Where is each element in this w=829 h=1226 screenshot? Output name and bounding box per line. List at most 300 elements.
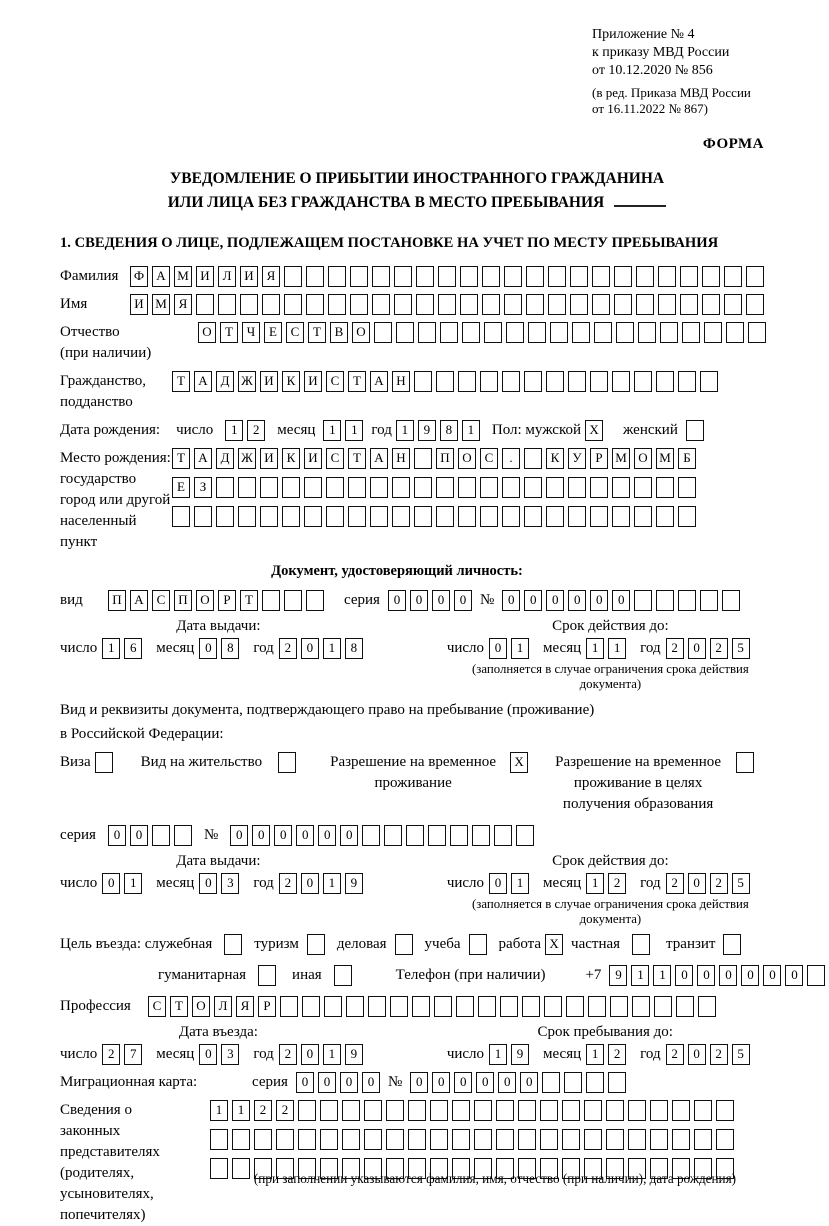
form-cell[interactable]	[694, 1129, 712, 1150]
form-cell[interactable]	[210, 1158, 228, 1179]
form-cell[interactable]: Т	[240, 590, 258, 611]
form-cell[interactable]: У	[568, 448, 586, 469]
form-cell[interactable]	[672, 1129, 690, 1150]
form-cell[interactable]	[678, 506, 696, 527]
form-cell[interactable]	[460, 266, 478, 287]
form-cell[interactable]: 0	[697, 965, 715, 986]
form-cell[interactable]	[656, 590, 674, 611]
form-cell[interactable]: 0	[498, 1072, 516, 1093]
form-cell[interactable]: X	[585, 420, 603, 441]
form-cell[interactable]: 0	[489, 638, 507, 659]
form-cell[interactable]	[320, 1129, 338, 1150]
form-cell[interactable]	[658, 266, 676, 287]
form-cell[interactable]	[628, 1100, 646, 1121]
form-cell[interactable]	[232, 1129, 250, 1150]
form-cell[interactable]	[550, 322, 568, 343]
form-cell[interactable]: 0	[318, 825, 336, 846]
form-cell[interactable]	[723, 934, 741, 955]
form-cell[interactable]: 3	[221, 873, 239, 894]
form-cell[interactable]: 1	[653, 965, 671, 986]
form-cell[interactable]	[660, 322, 678, 343]
form-cell[interactable]: А	[152, 266, 170, 287]
form-cell[interactable]	[324, 996, 342, 1017]
form-cell[interactable]	[570, 294, 588, 315]
form-cell[interactable]	[614, 294, 632, 315]
form-cell[interactable]	[348, 477, 366, 498]
form-cell[interactable]	[672, 1100, 690, 1121]
form-cell[interactable]: А	[194, 448, 212, 469]
form-cell[interactable]: 0	[410, 590, 428, 611]
form-cell[interactable]	[700, 371, 718, 392]
form-cell[interactable]	[278, 752, 296, 773]
form-cell[interactable]	[584, 1100, 602, 1121]
form-cell[interactable]: И	[130, 294, 148, 315]
form-cell[interactable]: А	[370, 448, 388, 469]
form-cell[interactable]	[592, 266, 610, 287]
form-cell[interactable]	[634, 506, 652, 527]
form-cell[interactable]: Ж	[238, 371, 256, 392]
form-cell[interactable]	[528, 322, 546, 343]
form-cell[interactable]	[406, 825, 424, 846]
form-cell[interactable]: О	[352, 322, 370, 343]
form-cell[interactable]: З	[194, 477, 212, 498]
form-cell[interactable]: 0	[252, 825, 270, 846]
form-cell[interactable]	[568, 506, 586, 527]
form-cell[interactable]	[656, 477, 674, 498]
form-cell[interactable]	[364, 1100, 382, 1121]
form-cell[interactable]: С	[480, 448, 498, 469]
form-cell[interactable]: 1	[586, 1044, 604, 1065]
form-cell[interactable]	[282, 506, 300, 527]
form-cell[interactable]: В	[330, 322, 348, 343]
form-cell[interactable]	[458, 477, 476, 498]
form-cell[interactable]: 0	[199, 873, 217, 894]
form-cell[interactable]	[502, 371, 520, 392]
form-cell[interactable]: 0	[362, 1072, 380, 1093]
form-cell[interactable]	[698, 996, 716, 1017]
form-cell[interactable]: М	[656, 448, 674, 469]
form-cell[interactable]: 1	[210, 1100, 228, 1121]
form-cell[interactable]	[326, 477, 344, 498]
form-cell[interactable]	[342, 1100, 360, 1121]
form-cell[interactable]: 2	[710, 638, 728, 659]
form-cell[interactable]	[474, 1129, 492, 1150]
form-cell[interactable]: П	[436, 448, 454, 469]
form-cell[interactable]	[590, 477, 608, 498]
form-cell[interactable]	[280, 996, 298, 1017]
form-cell[interactable]: Е	[264, 322, 282, 343]
form-cell[interactable]	[348, 506, 366, 527]
form-cell[interactable]	[284, 266, 302, 287]
form-cell[interactable]	[346, 996, 364, 1017]
form-cell[interactable]	[612, 506, 630, 527]
form-cell[interactable]: X	[510, 752, 528, 773]
form-cell[interactable]: 0	[388, 590, 406, 611]
form-cell[interactable]	[342, 1129, 360, 1150]
form-cell[interactable]: Е	[172, 477, 190, 498]
form-cell[interactable]	[570, 266, 588, 287]
form-cell[interactable]	[364, 1129, 382, 1150]
form-cell[interactable]	[320, 1100, 338, 1121]
form-cell[interactable]: 1	[345, 420, 363, 441]
form-cell[interactable]	[524, 506, 542, 527]
form-cell[interactable]	[636, 294, 654, 315]
form-cell[interactable]: Т	[170, 996, 188, 1017]
form-cell[interactable]: 8	[440, 420, 458, 441]
form-cell[interactable]: 1	[462, 420, 480, 441]
form-cell[interactable]	[370, 477, 388, 498]
form-cell[interactable]	[392, 506, 410, 527]
form-cell[interactable]	[716, 1100, 734, 1121]
form-cell[interactable]: Р	[258, 996, 276, 1017]
form-cell[interactable]	[654, 996, 672, 1017]
form-cell[interactable]	[304, 506, 322, 527]
form-cell[interactable]: Я	[236, 996, 254, 1017]
form-cell[interactable]	[284, 590, 302, 611]
form-cell[interactable]	[548, 294, 566, 315]
form-cell[interactable]: 2	[102, 1044, 120, 1065]
form-cell[interactable]	[540, 1129, 558, 1150]
form-cell[interactable]: К	[282, 371, 300, 392]
form-cell[interactable]	[724, 266, 742, 287]
form-cell[interactable]	[704, 322, 722, 343]
form-cell[interactable]	[408, 1129, 426, 1150]
form-cell[interactable]: 0	[612, 590, 630, 611]
form-cell[interactable]: Т	[172, 371, 190, 392]
form-cell[interactable]: 0	[296, 1072, 314, 1093]
form-cell[interactable]: 2	[666, 873, 684, 894]
form-cell[interactable]	[260, 477, 278, 498]
form-cell[interactable]	[566, 996, 584, 1017]
form-cell[interactable]	[748, 322, 766, 343]
form-cell[interactable]: И	[304, 448, 322, 469]
form-cell[interactable]	[480, 506, 498, 527]
form-cell[interactable]	[436, 371, 454, 392]
form-cell[interactable]: 0	[130, 825, 148, 846]
form-cell[interactable]	[628, 1129, 646, 1150]
form-cell[interactable]	[306, 266, 324, 287]
form-cell[interactable]	[232, 1158, 250, 1179]
form-cell[interactable]	[328, 294, 346, 315]
form-cell[interactable]: 0	[301, 638, 319, 659]
form-cell[interactable]	[650, 1129, 668, 1150]
form-cell[interactable]: 9	[345, 873, 363, 894]
form-cell[interactable]	[414, 371, 432, 392]
form-cell[interactable]: 1	[489, 1044, 507, 1065]
form-cell[interactable]: 0	[546, 590, 564, 611]
form-cell[interactable]: Ж	[238, 448, 256, 469]
form-cell[interactable]	[480, 371, 498, 392]
form-cell[interactable]: .	[502, 448, 520, 469]
form-cell[interactable]: 0	[520, 1072, 538, 1093]
form-cell[interactable]: Т	[220, 322, 238, 343]
form-cell[interactable]	[484, 322, 502, 343]
form-cell[interactable]: 0	[590, 590, 608, 611]
form-cell[interactable]: Т	[348, 371, 366, 392]
form-cell[interactable]	[702, 266, 720, 287]
form-cell[interactable]: 0	[318, 1072, 336, 1093]
form-cell[interactable]	[522, 996, 540, 1017]
form-cell[interactable]	[416, 294, 434, 315]
form-cell[interactable]	[238, 506, 256, 527]
form-cell[interactable]	[546, 506, 564, 527]
form-cell[interactable]	[546, 371, 564, 392]
form-cell[interactable]: 0	[688, 638, 706, 659]
form-cell[interactable]	[586, 1072, 604, 1093]
form-cell[interactable]: 2	[666, 1044, 684, 1065]
form-cell[interactable]: 2	[666, 638, 684, 659]
form-cell[interactable]	[260, 506, 278, 527]
form-cell[interactable]: 0	[274, 825, 292, 846]
form-cell[interactable]: 0	[296, 825, 314, 846]
form-cell[interactable]	[254, 1129, 272, 1150]
form-cell[interactable]	[588, 996, 606, 1017]
form-cell[interactable]	[258, 965, 276, 986]
form-cell[interactable]	[282, 477, 300, 498]
form-cell[interactable]	[638, 322, 656, 343]
form-cell[interactable]	[496, 1129, 514, 1150]
form-cell[interactable]	[678, 590, 696, 611]
form-cell[interactable]	[438, 294, 456, 315]
form-cell[interactable]: 0	[301, 1044, 319, 1065]
form-cell[interactable]	[284, 294, 302, 315]
form-cell[interactable]	[414, 506, 432, 527]
form-cell[interactable]	[394, 266, 412, 287]
form-cell[interactable]	[608, 1072, 626, 1093]
form-cell[interactable]	[298, 1129, 316, 1150]
form-cell[interactable]	[428, 825, 446, 846]
form-cell[interactable]	[462, 322, 480, 343]
form-cell[interactable]	[386, 1129, 404, 1150]
form-cell[interactable]	[218, 294, 236, 315]
form-cell[interactable]	[678, 371, 696, 392]
form-cell[interactable]	[568, 371, 586, 392]
form-cell[interactable]: 1	[102, 638, 120, 659]
form-cell[interactable]	[370, 506, 388, 527]
form-cell[interactable]: О	[196, 590, 214, 611]
form-cell[interactable]: 1	[631, 965, 649, 986]
form-cell[interactable]: 9	[345, 1044, 363, 1065]
form-cell[interactable]: А	[130, 590, 148, 611]
form-cell[interactable]	[632, 996, 650, 1017]
form-cell[interactable]	[686, 420, 704, 441]
form-cell[interactable]	[700, 590, 718, 611]
form-cell[interactable]	[460, 294, 478, 315]
form-cell[interactable]	[390, 996, 408, 1017]
form-cell[interactable]	[480, 477, 498, 498]
form-cell[interactable]	[436, 477, 454, 498]
form-cell[interactable]: А	[370, 371, 388, 392]
form-cell[interactable]: С	[148, 996, 166, 1017]
form-cell[interactable]: 0	[489, 873, 507, 894]
form-cell[interactable]	[95, 752, 113, 773]
form-cell[interactable]	[634, 477, 652, 498]
form-cell[interactable]	[430, 1129, 448, 1150]
form-cell[interactable]	[616, 322, 634, 343]
form-cell[interactable]	[412, 996, 430, 1017]
form-cell[interactable]: М	[152, 294, 170, 315]
form-cell[interactable]	[682, 322, 700, 343]
form-cell[interactable]	[612, 371, 630, 392]
form-cell[interactable]	[724, 294, 742, 315]
form-cell[interactable]: О	[192, 996, 210, 1017]
form-cell[interactable]	[478, 996, 496, 1017]
form-cell[interactable]: Р	[590, 448, 608, 469]
form-cell[interactable]: И	[304, 371, 322, 392]
form-cell[interactable]	[434, 996, 452, 1017]
form-cell[interactable]: С	[286, 322, 304, 343]
form-cell[interactable]	[546, 477, 564, 498]
form-cell[interactable]: 0	[741, 965, 759, 986]
form-cell[interactable]: 1	[323, 420, 341, 441]
form-cell[interactable]	[414, 477, 432, 498]
form-cell[interactable]: С	[152, 590, 170, 611]
form-cell[interactable]	[458, 371, 476, 392]
form-cell[interactable]	[152, 825, 170, 846]
form-cell[interactable]: 2	[254, 1100, 272, 1121]
form-cell[interactable]: Ф	[130, 266, 148, 287]
form-cell[interactable]	[504, 294, 522, 315]
form-cell[interactable]	[298, 1100, 316, 1121]
form-cell[interactable]	[542, 1072, 560, 1093]
form-cell[interactable]: П	[174, 590, 192, 611]
form-cell[interactable]: Р	[218, 590, 236, 611]
form-cell[interactable]: 2	[710, 873, 728, 894]
form-cell[interactable]	[516, 825, 534, 846]
form-cell[interactable]: 2	[276, 1100, 294, 1121]
form-cell[interactable]	[372, 294, 390, 315]
form-cell[interactable]	[650, 1100, 668, 1121]
form-cell[interactable]: 2	[279, 1044, 297, 1065]
form-cell[interactable]: Н	[392, 448, 410, 469]
form-cell[interactable]	[394, 294, 412, 315]
form-cell[interactable]: М	[612, 448, 630, 469]
form-cell[interactable]	[564, 1072, 582, 1093]
form-cell[interactable]: 5	[732, 638, 750, 659]
form-cell[interactable]: 0	[454, 590, 472, 611]
form-cell[interactable]	[496, 1100, 514, 1121]
form-cell[interactable]	[368, 996, 386, 1017]
form-cell[interactable]: 1	[586, 638, 604, 659]
form-cell[interactable]	[590, 506, 608, 527]
form-cell[interactable]	[614, 266, 632, 287]
form-cell[interactable]	[658, 294, 676, 315]
form-cell[interactable]: И	[196, 266, 214, 287]
form-cell[interactable]	[656, 506, 674, 527]
form-cell[interactable]	[306, 294, 324, 315]
form-cell[interactable]	[472, 825, 490, 846]
form-cell[interactable]	[307, 934, 325, 955]
form-cell[interactable]	[502, 477, 520, 498]
form-cell[interactable]: 0	[301, 873, 319, 894]
form-cell[interactable]: 0	[568, 590, 586, 611]
form-cell[interactable]: 0	[719, 965, 737, 986]
form-cell[interactable]	[392, 477, 410, 498]
form-cell[interactable]	[456, 996, 474, 1017]
form-cell[interactable]	[395, 934, 413, 955]
form-cell[interactable]	[328, 266, 346, 287]
form-cell[interactable]: 3	[221, 1044, 239, 1065]
form-cell[interactable]: Д	[216, 448, 234, 469]
form-cell[interactable]	[304, 477, 322, 498]
form-cell[interactable]	[526, 266, 544, 287]
form-cell[interactable]: И	[260, 448, 278, 469]
form-cell[interactable]: 0	[675, 965, 693, 986]
form-cell[interactable]	[506, 322, 524, 343]
form-cell[interactable]	[504, 266, 522, 287]
form-cell[interactable]: 2	[608, 1044, 626, 1065]
form-cell[interactable]	[807, 965, 825, 986]
form-cell[interactable]: 0	[688, 873, 706, 894]
form-cell[interactable]: 5	[732, 873, 750, 894]
form-cell[interactable]: 9	[418, 420, 436, 441]
form-cell[interactable]: 0	[432, 590, 450, 611]
form-cell[interactable]	[612, 477, 630, 498]
form-cell[interactable]	[436, 506, 454, 527]
form-cell[interactable]	[350, 294, 368, 315]
form-cell[interactable]	[482, 294, 500, 315]
form-cell[interactable]: 1	[225, 420, 243, 441]
form-cell[interactable]	[524, 371, 542, 392]
form-cell[interactable]	[632, 934, 650, 955]
form-cell[interactable]	[606, 1129, 624, 1150]
form-cell[interactable]: 0	[410, 1072, 428, 1093]
form-cell[interactable]	[262, 590, 280, 611]
form-cell[interactable]: Н	[392, 371, 410, 392]
form-cell[interactable]: П	[108, 590, 126, 611]
form-cell[interactable]: С	[326, 448, 344, 469]
form-cell[interactable]	[746, 266, 764, 287]
form-cell[interactable]	[174, 825, 192, 846]
form-cell[interactable]: 1	[511, 638, 529, 659]
form-cell[interactable]	[386, 1100, 404, 1121]
form-cell[interactable]: 1	[323, 638, 341, 659]
form-cell[interactable]	[518, 1100, 536, 1121]
form-cell[interactable]	[474, 1100, 492, 1121]
form-cell[interactable]: 1	[608, 638, 626, 659]
form-cell[interactable]: Б	[678, 448, 696, 469]
form-cell[interactable]	[194, 506, 212, 527]
form-cell[interactable]	[590, 371, 608, 392]
form-cell[interactable]	[502, 506, 520, 527]
form-cell[interactable]	[458, 506, 476, 527]
form-cell[interactable]: А	[194, 371, 212, 392]
form-cell[interactable]: 2	[247, 420, 265, 441]
form-cell[interactable]: 9	[609, 965, 627, 986]
form-cell[interactable]	[736, 752, 754, 773]
form-cell[interactable]: 5	[732, 1044, 750, 1065]
form-cell[interactable]	[722, 590, 740, 611]
form-cell[interactable]: 6	[124, 638, 142, 659]
form-cell[interactable]: 0	[476, 1072, 494, 1093]
form-cell[interactable]: Я	[262, 266, 280, 287]
form-cell[interactable]: 0	[688, 1044, 706, 1065]
form-cell[interactable]	[418, 322, 436, 343]
form-cell[interactable]	[572, 322, 590, 343]
form-cell[interactable]	[568, 477, 586, 498]
form-cell[interactable]: 1	[323, 1044, 341, 1065]
form-cell[interactable]: 0	[199, 638, 217, 659]
form-cell[interactable]	[606, 1100, 624, 1121]
form-cell[interactable]: 1	[586, 873, 604, 894]
form-cell[interactable]: К	[546, 448, 564, 469]
form-cell[interactable]: 1	[511, 873, 529, 894]
form-cell[interactable]	[216, 506, 234, 527]
form-cell[interactable]: О	[634, 448, 652, 469]
form-cell[interactable]	[440, 322, 458, 343]
form-cell[interactable]	[450, 825, 468, 846]
form-cell[interactable]	[526, 294, 544, 315]
